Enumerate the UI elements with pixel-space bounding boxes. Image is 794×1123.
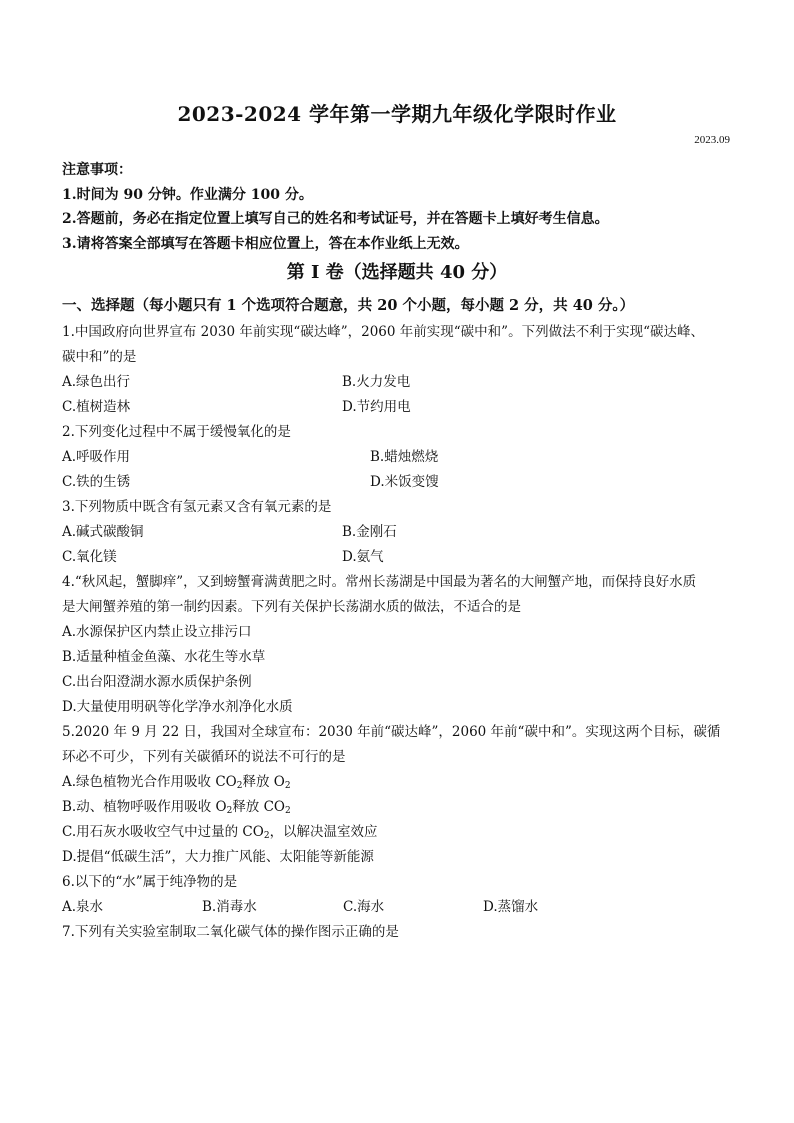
notes-block (62, 158, 742, 256)
question-1-stem-cont: 碳中和”的是 (62, 349, 137, 365)
option-b: B.火力发电 (342, 374, 411, 390)
question-3-options-row1 (62, 520, 742, 545)
option-c: C.海水 (343, 899, 385, 915)
question-6-stem: 6.以下的“水”属于纯净物的是 (62, 874, 238, 890)
notes-item-1: 1.时间为 90 分钟。作业满分 100 分。 (62, 186, 313, 203)
part-heading: 一、选择题（每小题只有 1 个选项符合题意，共 20 个小题，每小题 2 分，共 40 分。） (62, 297, 635, 314)
option-a: A.绿色出行 (62, 374, 131, 390)
notes-item-3: 3.请将答案全部填写在答题卡相应位置上，答在本作业纸上无效。 (62, 235, 469, 252)
question-5-stem-cont: 环必不可少，下列有关碳循环的说法不可行的是 (62, 749, 346, 765)
option-b: B.蜡烛燃烧 (370, 449, 439, 465)
notes-heading: 注意事项： (62, 162, 132, 178)
option-d: D.节约用电 (342, 399, 411, 415)
option-c: C.铁的生锈 (62, 474, 131, 490)
exam-date: 2023.09 (694, 134, 730, 146)
question-5-stem: 5.2020 年 9 月 22 日，我国对全球宣布：2030 年前“碳达峰”，2060 年前“碳中和”。实现这两个目标，碳循 (62, 724, 721, 740)
option-a: A.绿色植物光合作用吸收 $CO_2$释放 $O_2$ (62, 774, 291, 791)
question-1-options-row2 (62, 395, 742, 420)
option-d: D.米饭变馊 (370, 474, 439, 490)
exam-title: 2023-2024 学年第一学期九年级化学限时作业 (177, 102, 617, 126)
question-4-stem-cont: 是大闸蟹养殖的第一制约因素。下列有关保护长荡湖水质的做法，不适合的是 (62, 599, 521, 615)
option-a: A.水源保护区内禁止设立排污口 (62, 624, 252, 640)
option-b: B.动、植物呼吸作用吸收 $O_2$释放 $CO_2$ (62, 799, 291, 816)
section-title: 第 I 卷（选择题共 40 分） (286, 262, 508, 283)
option-d: D.氨气 (342, 549, 384, 565)
question-3-options-row2 (62, 545, 742, 570)
question-4-stem: 4.“秋风起，蟹脚痒”，又到螃蟹膏满黄肥之时。常州长荡湖是中国最为著名的大闸蟹产地，而保持良好水质 (62, 574, 697, 590)
option-b: B.金刚石 (342, 524, 397, 540)
option-a: A.碱式碳酸铜 (62, 524, 144, 540)
option-d: D.大量使用明矾等化学净水剂净化水质 (62, 699, 293, 715)
option-c: C.出台阳澄湖水源水质保护条例 (62, 674, 252, 690)
notes-item-2: 2.答题前，务必在指定位置上填写自己的姓名和考试证号，并在答题卡上填好考生信息。 (62, 211, 609, 227)
option-c: C.用石灰水吸收空气中过量的 $CO_2$，以解决温室效应 (62, 824, 378, 841)
question-2-options-row1 (62, 445, 742, 470)
question-6-options (62, 895, 742, 920)
option-b: B.适量种植金鱼藻、水花生等水草 (62, 649, 266, 665)
question-1-stem: 1.中国政府向世界宣布 2030 年前实现“碳达峰”，2060 年前实现“碳中和”。下列做法不利于实现“碳达峰、 (62, 324, 704, 340)
option-c: C.植树造林 (62, 399, 131, 415)
question-2-options-row2 (62, 470, 742, 495)
option-d: D.提倡“低碳生活”，大力推广风能、太阳能等新能源 (62, 849, 374, 865)
option-a: A.呼吸作用 (62, 449, 131, 465)
option-a: A.泉水 (62, 899, 104, 915)
question-1-options-row1 (62, 370, 742, 395)
question-2-stem: 2.下列变化过程中不属于缓慢氧化的是 (62, 424, 291, 440)
questions-list (62, 320, 742, 945)
option-d: D.蒸馏水 (483, 899, 539, 915)
option-c: C.氧化镁 (62, 549, 117, 565)
option-b: B.消毒水 (202, 899, 257, 915)
question-3-stem: 3.下列物质中既含有氢元素又含有氧元素的是 (62, 499, 332, 515)
question-7-stem: 7.下列有关实验室制取二氧化碳气体的操作图示正确的是 (62, 924, 399, 940)
